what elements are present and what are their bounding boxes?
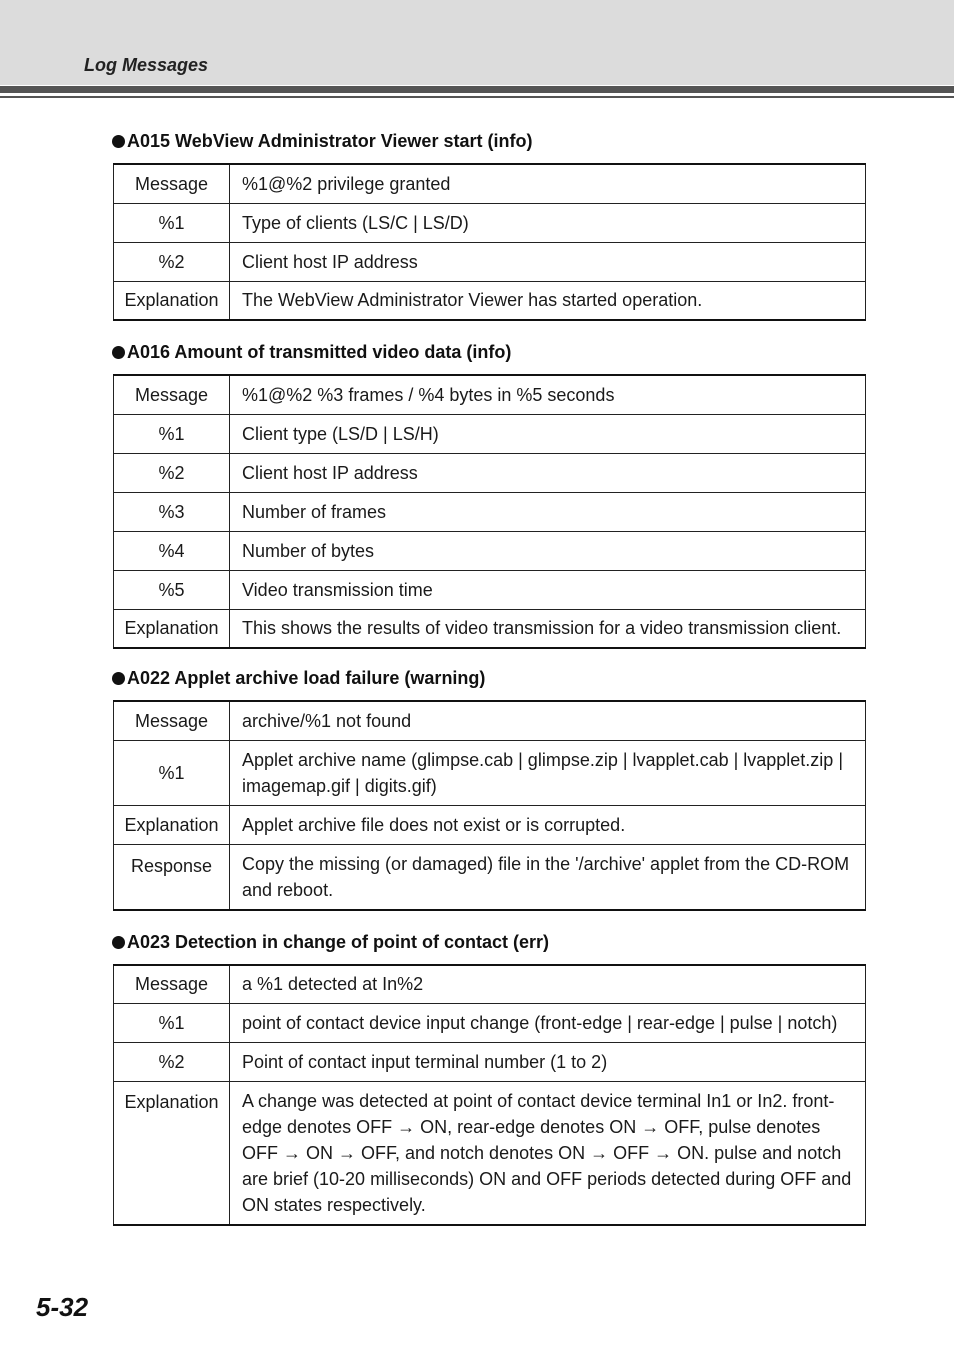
row-value-text: Applet archive name (glimpse.cab | glimpse.zip | lvapplet.cab | lvapplet.zip | imagemap.gif | digits.gif) [242,749,843,796]
row-value-text: Copy the missing (or damaged) file in the '/archive' applet from the CD-ROM and reboot. [242,853,850,900]
row-value: Client host IP address [230,453,866,492]
row-value: This shows the results of video transmission for a video transmission client. [230,609,866,648]
row-label: %3 [114,492,230,531]
row-label: Message [114,965,230,1003]
row-value: a %1 detected at In%2 [230,965,866,1003]
row-label: Message [114,701,230,740]
table-row [114,281,866,320]
row-label: %5 [114,570,230,609]
section-heading: A023 Detection in change of point of contact (err) [112,930,866,954]
table-row [114,609,866,648]
table-row [114,844,866,910]
row-label: Explanation [114,1081,230,1225]
header-rule-thin [0,96,954,98]
table-row [114,701,866,740]
section-heading: A022 Applet archive load failure (warning) [112,666,866,690]
row-value: Applet archive file does not exist or is corrupted. [230,805,866,844]
row-label: Explanation [114,805,230,844]
row-value: %1@%2 privilege granted [230,164,866,203]
row-value: Number of bytes [230,531,866,570]
row-value-text: A change was detected at point of contact device terminal In1 or In2. front-edge denotes OFF → ON, rear-edge denotes ON → OFF, pulse denotes OFF → ON → OFF, and notch denotes ON → OFF → ON. pulse and notch are brief (10-20 milliseconds) ON and OFF periods detected during OFF and ON states respectively. [242,1090,852,1215]
row-value: The WebView Administrator Viewer has started operation. [230,281,866,320]
bullet-icon [112,346,125,359]
row-value: Video transmission time [230,570,866,609]
table-row [114,570,866,609]
bullet-icon [112,936,125,949]
table-row [114,375,866,414]
row-value: %1@%2 %3 frames / %4 bytes in %5 seconds [230,375,866,414]
row-value: Type of clients (LS/C | LS/D) [230,203,866,242]
row-label: %4 [114,531,230,570]
row-label: %2 [114,1042,230,1081]
row-value [230,1081,866,1225]
row-value: Client type (LS/D | LS/H) [230,414,866,453]
table-row [114,164,866,203]
row-value [230,740,866,805]
row-label: %1 [114,740,230,805]
table-row [114,203,866,242]
table-row [114,531,866,570]
section-a023 [113,930,866,1226]
table-row [114,492,866,531]
row-value: Client host IP address [230,242,866,281]
table-row [114,414,866,453]
row-label: Explanation [114,281,230,320]
table-row [114,965,866,1003]
row-label: %1 [114,203,230,242]
row-value [230,844,866,910]
section-a022 [113,666,866,911]
header-rule-thick [0,86,954,93]
section-a016 [113,340,866,649]
row-label: %1 [114,1003,230,1042]
section-a015 [113,129,866,321]
section-heading: A016 Amount of transmitted video data (info) [112,340,866,364]
page-header-title: Log Messages [84,55,209,75]
bullet-icon [112,672,125,685]
row-label: %2 [114,453,230,492]
row-value: Point of contact input terminal number (1 to 2) [230,1042,866,1081]
bullet-icon [112,135,125,148]
table-row [114,1003,866,1042]
log-table [113,700,866,911]
table-row [114,1042,866,1081]
log-table [113,163,866,321]
table-row [114,740,866,805]
log-table [113,964,866,1226]
row-value: Number of frames [230,492,866,531]
row-label: Message [114,164,230,203]
table-row [114,1081,866,1225]
row-label: Message [114,375,230,414]
table-row [114,805,866,844]
section-heading: A015 WebView Administrator Viewer start (info) [112,129,866,153]
table-row [114,242,866,281]
row-value: point of contact device input change (front-edge | rear-edge | pulse | notch) [230,1003,866,1042]
row-label: %2 [114,242,230,281]
row-label: Response [114,844,230,910]
row-label: %1 [114,414,230,453]
row-label: Explanation [114,609,230,648]
table-row [114,453,866,492]
row-value: archive/%1 not found [230,701,866,740]
page-number: 5-32 [36,1292,89,1322]
log-table [113,374,866,649]
